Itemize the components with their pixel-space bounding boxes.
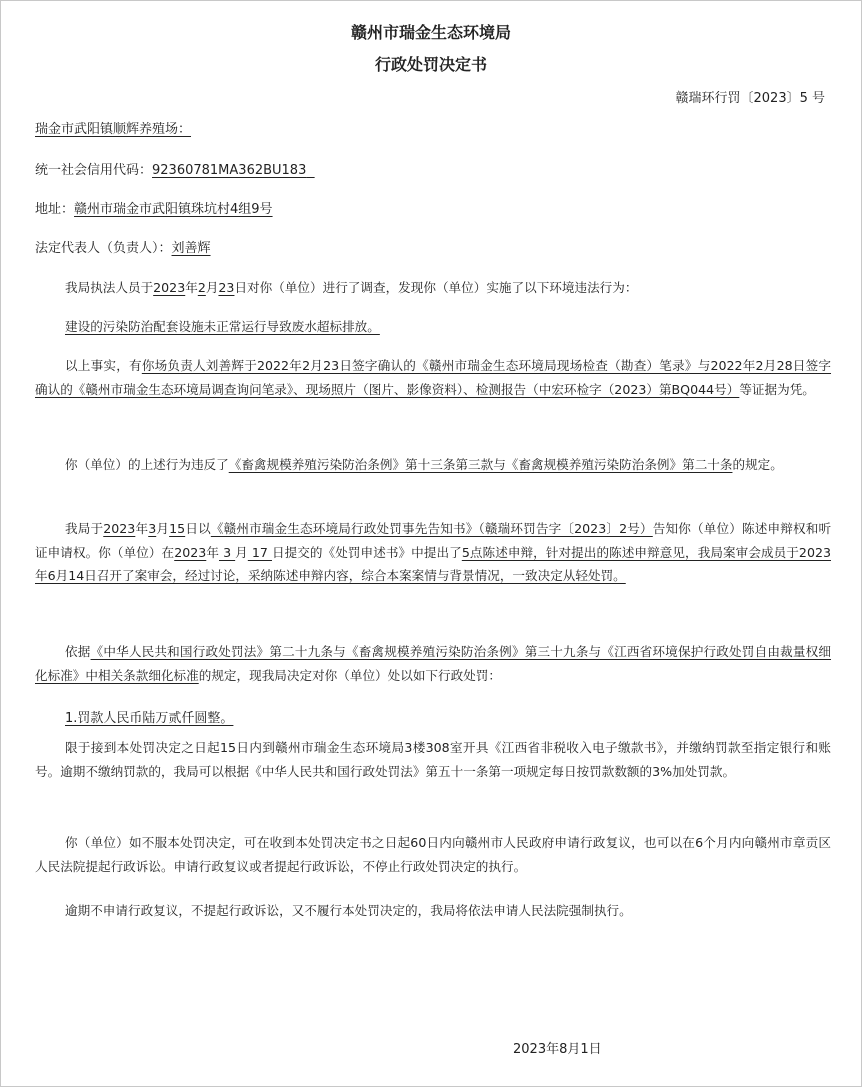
evidence-paragraph: 以上事实，有你场负责人刘善辉于2022年2月23日签字确认的《赣州市瑞金生态环境局现场检查（勘查）笔录》与2022年2月28日签字确认的《赣州市瑞金生态环境局调查询问笔录》、现场照片（图片、影像资料）、检测报告（中宏环检字（2023）第BQ044号）等证据为凭。 (35, 358, 832, 397)
legal-violation-paragraph: 你（单位）的上述行为违反了《畜禽规模养殖污染防治条例》第十三条第三款与《畜禽规模养殖污染防治条例》第二十条的规定。 (65, 457, 783, 472)
credit-code-label: 统一社会信用代码： (35, 163, 153, 178)
address-line (35, 198, 827, 221)
address-label: 地址： (35, 202, 75, 217)
review-text: 5点陈述申辩，针对提出的陈述申辩意见，我局案审会成员于2023年6月14日召开了案审会，经过讨论，采纳陈述申辩内容，综合本案案情与背景情况，一致决定从轻处罚。 (35, 544, 831, 583)
penalty-item: 1.罚款人民币陆万贰仟圆整。 (65, 711, 234, 726)
party-name-line (35, 118, 827, 141)
document-number: 赣瑞环行罚〔2023〕5 号 (675, 91, 825, 106)
violated-law-text: 《畜禽规模养殖污染防治条例》第十三条第三款与《畜禽规模养殖污染防治条例》第二十条 (228, 457, 733, 472)
credit-code-line (35, 159, 827, 182)
credit-code: 92360781MA362BU183 (152, 163, 307, 178)
enforcement-paragraph: 逾期不申请行政复议，不提起行政诉讼，又不履行本处罚决定的，我局将依法申请人民法院强制执行。 (65, 903, 632, 918)
representative-label: 法定代表人（负责人）： (35, 241, 172, 256)
violation-text: 建设的污染防治配套设施未正常运行导致废水超标排放。 (65, 319, 380, 334)
party-name: 瑞金市武阳镇顺辉养殖场： (35, 122, 192, 137)
address: 赣州市瑞金市武阳镇珠坑村4组9号 (74, 202, 273, 217)
issue-date: 2023年8月1日 (513, 1042, 602, 1057)
evidence-text: 你场负责人刘善辉于2022年2月23日签字确认的《赣州市瑞金生态环境局现场检查（勘查）笔录》与2022年2月28日签字确认的《赣州市瑞金生态环境局调查询问笔录》、现场照片（图片、影像资料）、检测报告（中宏环检字（2023）第BQ044号） (35, 358, 832, 397)
notice-text: 《赣州市瑞金生态环境局行政处罚事先告知书》（赣瑞环罚告字〔2023〕2号） (210, 521, 653, 536)
representative: 刘善辉 (171, 241, 211, 256)
notice-paragraph: 我局于2023年3月15日以《赣州市瑞金生态环境局行政处罚事先告知书》（赣瑞环罚告字〔2023〕2号）告知你（单位）陈述申辩权和听证申请权。你（单位）在2023年 3 月 17 日提交的《处罚申述书》中提出了5点陈述申辩，针对提出的陈述申辩意见，我局案审会成员于2023年6月14日召开了案审会，经过讨论，采纳陈述申辩内容，综合本案案情与背景情况，一致决定从轻处罚。 (35, 521, 832, 583)
representative-line (35, 237, 827, 260)
violation-paragraph (35, 315, 831, 339)
document-title: 行政处罚决定书 (374, 55, 487, 74)
appeal-paragraph: 你（单位）如不服本处罚决定，可在收到本处罚决定书之日起60日内向赣州市人民政府申请行政复议，也可以在6个月内向赣州市章贡区人民法院提起行政诉讼。申请行政复议或者提起行政诉讼，不停止行政处罚决定的执行。 (35, 835, 831, 874)
penalty-basis-paragraph: 依据《中华人民共和国行政处罚法》第二十九条与《畜禽规模养殖污染防治条例》第三十九条与《江西省环境保护行政处罚自由裁量权细化标准》中相关条款细化标准的规定，现我局决定对你（单位）处以如下行政处罚： (35, 644, 832, 683)
agency-title: 赣州市瑞金生态环境局 (350, 23, 511, 42)
investigation-paragraph: 我局执法人员于2023年2月23日对你（单位）进行了调查，发现你（单位）实施了以下环境违法行为： (65, 280, 638, 295)
penalty-basis-text: 《中华人民共和国行政处罚法》第二十九条与《畜禽规模养殖污染防治条例》第三十九条与《江西省环境保护行政处罚自由裁量权细化标准》中相关条款细化标准 (35, 644, 832, 683)
penalty-item-line (35, 707, 827, 730)
payment-paragraph: 限于接到本处罚决定之日起15日内到赣州市瑞金生态环境局3楼308室开具《江西省非税收入电子缴款书》，并缴纳罚款至指定银行和账号。逾期不缴纳罚款的，我局可以根据《中华人民共和国行政处罚法》第五十一条第一项规定每日按罚款数额的3%加处罚款。 (35, 740, 831, 779)
